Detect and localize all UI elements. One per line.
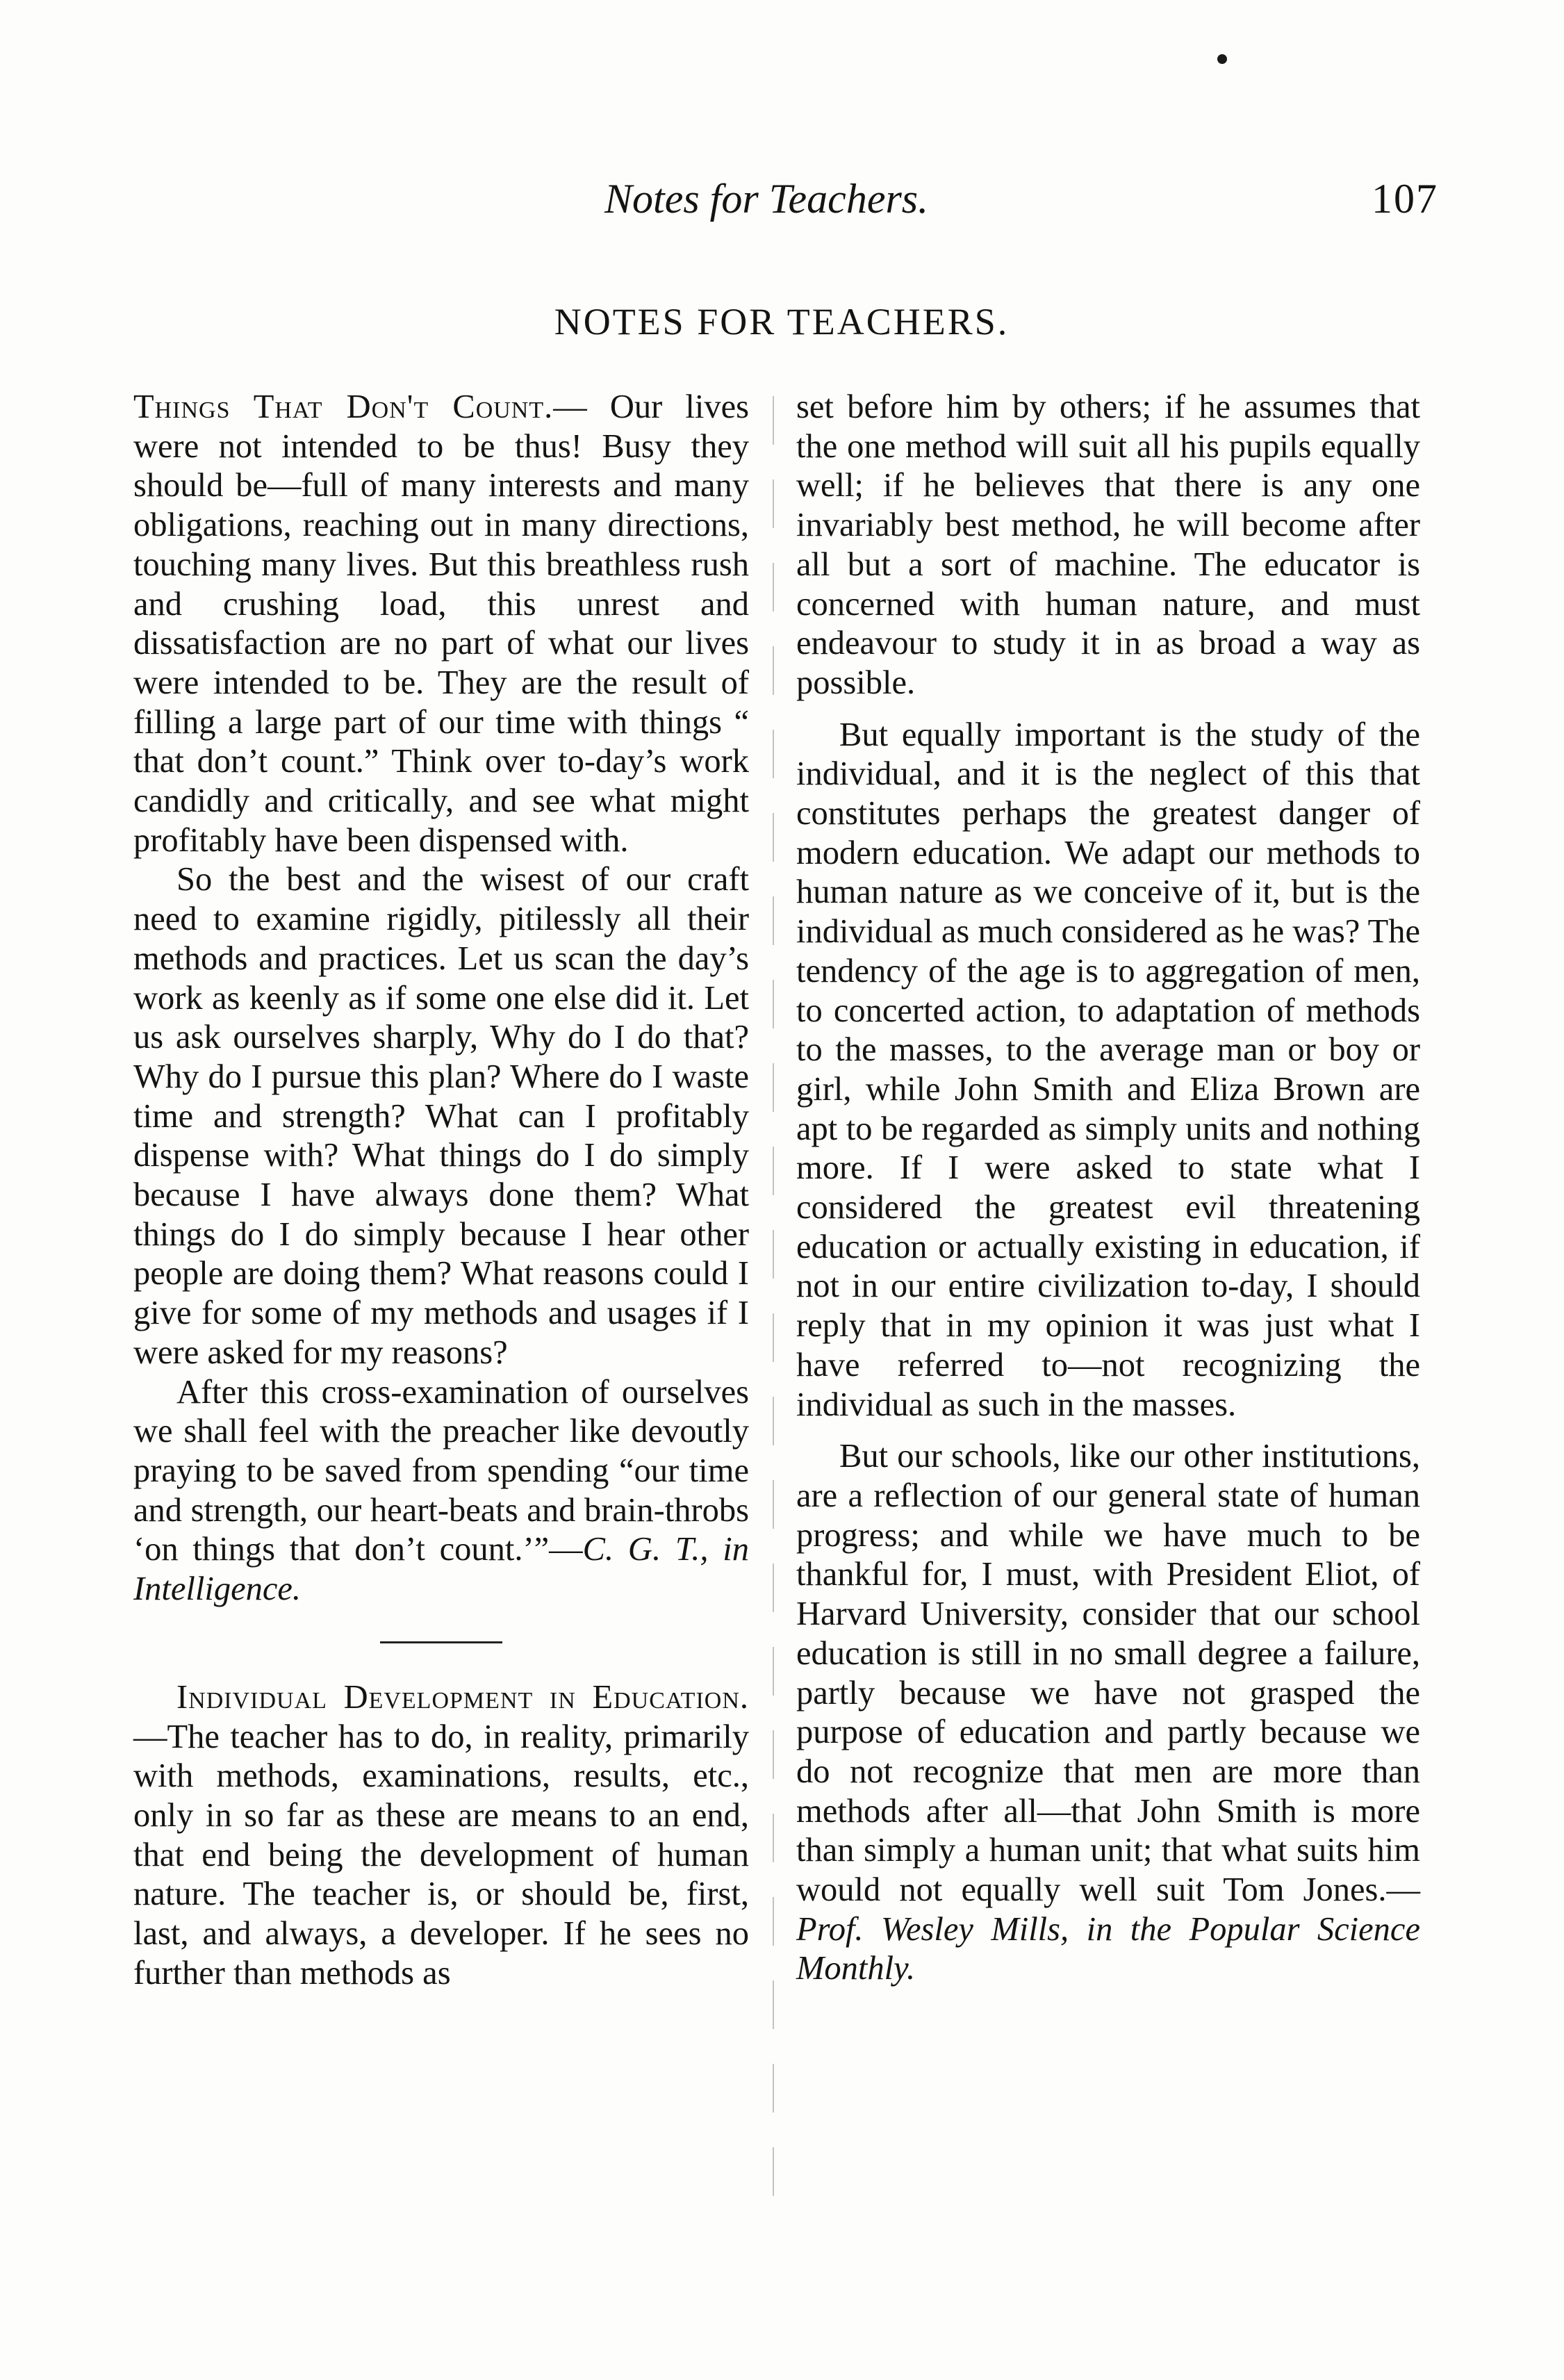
section-rule	[380, 1641, 502, 1643]
article2-paragraph-1-continued: set before him by others; if he assumes that the one method will suit all his pupils equally well; if he believes that there is any one invariably best method, he will become after all but a sort of machine. The educator is concerned with human nature, and must endeavour to study it in as broad a way as possible.	[796, 388, 1420, 701]
article1-attribution: C. G. T., in Intelligence.	[133, 1531, 749, 1608]
article1-paragraph-3	[133, 1373, 749, 1609]
article2-attribution: Prof. Wesley Mills, in the Popular Science Monthly.	[796, 1910, 1420, 1987]
article1-p3-text: After this cross-examination of ourselves we shall feel with the preacher like devoutly praying to be saved from spending “our time and strength, our heart-beats and brain-throbs ‘on things that don’t count.’”—	[133, 1373, 749, 1568]
article2-heading-dash: —	[133, 1718, 167, 1755]
article1-paragraph-2: So the best and the wisest of our craft need to examine rigidly, pitilessly all their methods and practices. Let us scan the day’s work as keenly as if some one else did it. Let us ask ourselves sharply, Why do I do that? Why do I pursue this plan? Where do I waste time and strength? What can I profitably dispense with? What things do I do simply because I have always done them? What things do I do simply because I hear other people are doing them? What reasons could I give for some of my methods and usages if I were asked for my reasons?	[133, 861, 749, 1371]
article1-heading-dash: —	[553, 388, 587, 425]
article2-paragraph-2: But equally important is the study of the individual, and it is the neglect of this that constitutes perhaps the greatest danger of modern education. We adapt our methods to human nature as we conceive of it, but is the individual as much considered as he was? The tendency of the age is to aggregation of men, to concerted action, to adaptation of methods to the masses, to the average man or boy or girl, while John Smith and Eliza Brown are apt to be regarded as simply units and nothing more. If I were asked to state what I considered the greatest evil threatening education or actually existing in education, if not in our entire civilization to-day, I should reply that in my opinion it was just what I have referred to—not recognizing the individual as such in the masses.	[796, 716, 1420, 1423]
page-title: NOTES FOR TEACHERS.	[554, 301, 1010, 343]
article2-p1-left-text: The teacher has to do, in reality, primarily with methods, examinations, results, etc., only in so far as these are means to an end, that end being the development of human nature. The teacher is, or should be, first, last, and always, a developer. If he sees no further than methods as	[133, 1718, 749, 1992]
right-column	[796, 388, 1420, 1989]
left-column	[133, 388, 749, 1993]
article2-paragraph-1-start	[133, 1678, 749, 1994]
running-head	[125, 175, 1438, 231]
article1-paragraph-1	[133, 388, 749, 860]
ink-dot	[1217, 54, 1227, 64]
page-number: 107	[1372, 176, 1438, 222]
article2-p3-text: But our schools, like our other institutions, are a reflection of our general state of human progress; and while we have much to be thankful for, I must, with President Eliot, of Harvard University, consider that our school education is still in no small degree a failure, partly because we have not grasped the purpose of education and partly because we do not recognize that men are more than methods after all—that John Smith is more than simply a human unit; that what suits him would not equally well suit Tom Jones.—	[796, 1438, 1420, 1909]
column-divider	[773, 396, 774, 2210]
running-title: Notes for Teachers.	[604, 176, 929, 222]
article1-p1-text: Our lives were not intended to be thus! Busy they should be—full of many interests and many obligations, reaching out in many directions, touching many lives. But this breathless rush and crushing load, this unrest and dissatisfaction are no part of what our lives were intended to be. They are the result of filling a large part of our time with things “ that don’t count.” Think over to-day’s work candidly and critically, and see what might profitably have been dispensed with.	[133, 388, 749, 859]
article2-paragraph-3	[796, 1437, 1420, 1989]
article1-heading: Things That Don't Count.	[133, 388, 554, 425]
article2-heading: Individual Development in Education.	[176, 1678, 749, 1716]
